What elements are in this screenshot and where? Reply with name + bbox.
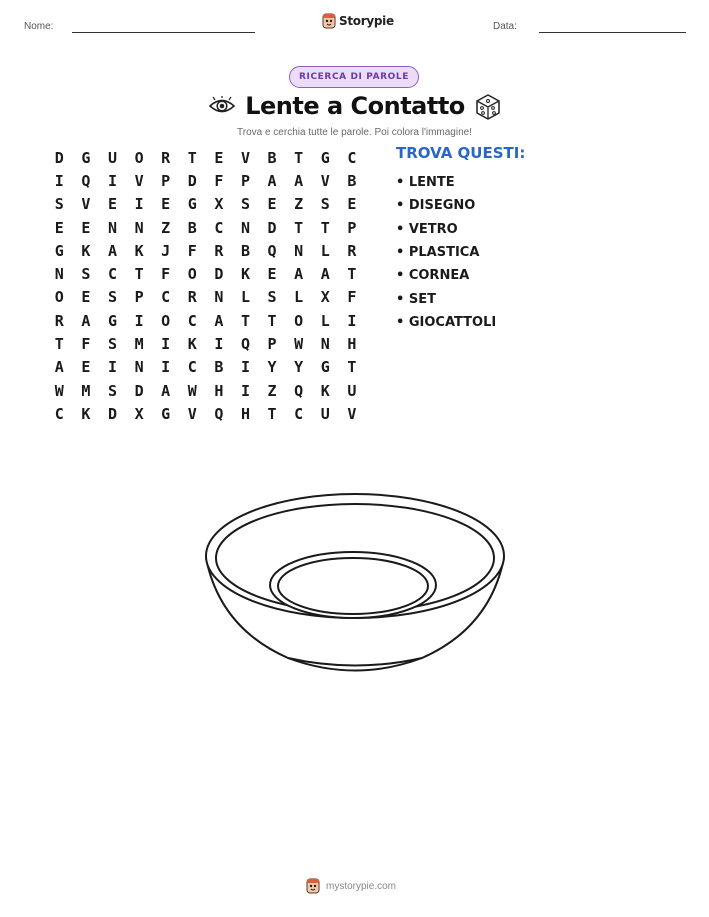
- bowl-coloring-image[interactable]: [200, 488, 510, 680]
- grid-letter[interactable]: N: [294, 241, 304, 260]
- grid-row: [46, 332, 366, 355]
- grid-letter[interactable]: T: [347, 265, 357, 284]
- grid-letter[interactable]: M: [134, 335, 144, 354]
- grid-letter[interactable]: X: [214, 195, 224, 214]
- grid-letter[interactable]: H: [214, 381, 224, 400]
- grid-letter[interactable]: I: [107, 171, 117, 190]
- grid-letter[interactable]: T: [54, 335, 64, 354]
- grid-letter[interactable]: N: [240, 218, 250, 237]
- grid-letter[interactable]: O: [294, 311, 304, 330]
- grid-letter[interactable]: N: [107, 218, 117, 237]
- grid-letter[interactable]: A: [54, 358, 64, 377]
- grid-letter[interactable]: T: [240, 311, 250, 330]
- grid-letter[interactable]: V: [347, 404, 357, 423]
- name-line: [72, 32, 255, 33]
- grid-letter[interactable]: E: [107, 195, 117, 214]
- grid-letter[interactable]: I: [161, 358, 171, 377]
- grid-letter[interactable]: A: [161, 381, 171, 400]
- page-title: Lente a Contatto: [245, 92, 465, 120]
- grid-row: [46, 402, 366, 425]
- grid-letter[interactable]: P: [240, 171, 250, 190]
- grid-letter[interactable]: S: [107, 288, 117, 307]
- grid-letter[interactable]: X: [134, 404, 144, 423]
- brand-name: Storypie: [339, 14, 394, 28]
- grid-letter[interactable]: N: [320, 335, 330, 354]
- grid-letter[interactable]: I: [54, 171, 64, 190]
- grid-letter[interactable]: N: [54, 265, 64, 284]
- activity-badge: RICERCA DI PAROLE: [289, 66, 419, 88]
- grid-letter[interactable]: T: [267, 404, 277, 423]
- grid-letter[interactable]: F: [81, 335, 91, 354]
- grid-letter[interactable]: I: [161, 335, 171, 354]
- grid-letter[interactable]: C: [294, 404, 304, 423]
- grid-row: [46, 193, 366, 216]
- grid-letter[interactable]: D: [267, 218, 277, 237]
- grid-letter[interactable]: I: [134, 311, 144, 330]
- date-label: Data:: [493, 21, 517, 32]
- grid-letter[interactable]: N: [134, 358, 144, 377]
- grid-letter[interactable]: Q: [214, 404, 224, 423]
- word-item: • CORNEA: [396, 264, 496, 287]
- grid-letter[interactable]: B: [240, 241, 250, 260]
- grid-letter[interactable]: P: [267, 335, 277, 354]
- grid-letter[interactable]: A: [81, 311, 91, 330]
- grid-row: [46, 146, 366, 169]
- grid-letter[interactable]: T: [134, 265, 144, 284]
- grid-letter[interactable]: H: [240, 404, 250, 423]
- grid-letter[interactable]: P: [347, 218, 357, 237]
- grid-letter[interactable]: M: [81, 381, 91, 400]
- grid-letter[interactable]: K: [187, 335, 197, 354]
- grid-letter[interactable]: T: [294, 218, 304, 237]
- word-list: [396, 171, 496, 334]
- grid-letter[interactable]: L: [320, 241, 330, 260]
- grid-letter[interactable]: I: [134, 195, 144, 214]
- grid-letter[interactable]: U: [107, 148, 117, 167]
- grid-letter[interactable]: C: [161, 288, 171, 307]
- grid-letter[interactable]: L: [294, 288, 304, 307]
- grid-letter[interactable]: O: [134, 148, 144, 167]
- grid-letter[interactable]: P: [134, 288, 144, 307]
- grid-letter[interactable]: V: [187, 404, 197, 423]
- grid-letter[interactable]: C: [54, 404, 64, 423]
- grid-letter[interactable]: K: [320, 381, 330, 400]
- grid-letter[interactable]: J: [161, 241, 171, 260]
- grid-letter[interactable]: G: [320, 358, 330, 377]
- grid-letter[interactable]: C: [187, 311, 197, 330]
- grid-row: [46, 309, 366, 332]
- word-item: • SET: [396, 287, 496, 310]
- grid-letter[interactable]: E: [81, 358, 91, 377]
- eye-icon: [208, 96, 236, 116]
- grid-letter[interactable]: V: [240, 148, 250, 167]
- grid-letter[interactable]: E: [161, 195, 171, 214]
- grid-letter[interactable]: L: [320, 311, 330, 330]
- grid-letter[interactable]: F: [347, 288, 357, 307]
- grid-letter[interactable]: F: [214, 171, 224, 190]
- grid-letter[interactable]: E: [347, 195, 357, 214]
- grid-letter[interactable]: T: [267, 311, 277, 330]
- grid-letter[interactable]: K: [81, 404, 91, 423]
- grid-row: [46, 286, 366, 309]
- date-line: [539, 32, 686, 33]
- grid-letter[interactable]: I: [240, 358, 250, 377]
- grid-letter[interactable]: S: [267, 288, 277, 307]
- grid-letter[interactable]: D: [107, 404, 117, 423]
- grid-letter[interactable]: E: [267, 265, 277, 284]
- grid-row: [46, 262, 366, 285]
- grid-letter[interactable]: A: [267, 171, 277, 190]
- brand-logo: [322, 13, 394, 29]
- grid-letter[interactable]: S: [81, 265, 91, 284]
- word-item: • GIOCATTOLI: [396, 311, 496, 334]
- grid-letter[interactable]: Q: [81, 171, 91, 190]
- grid-letter[interactable]: Q: [240, 335, 250, 354]
- grid-letter[interactable]: Y: [267, 358, 277, 377]
- grid-letter[interactable]: R: [214, 241, 224, 260]
- grid-letter[interactable]: X: [320, 288, 330, 307]
- word-item: • VETRO: [396, 218, 496, 241]
- grid-letter[interactable]: O: [187, 265, 197, 284]
- grid-letter[interactable]: S: [107, 381, 117, 400]
- name-label: Nome:: [24, 21, 54, 32]
- grid-letter[interactable]: P: [161, 171, 171, 190]
- grid-letter[interactable]: R: [347, 241, 357, 260]
- grid-letter[interactable]: E: [81, 288, 91, 307]
- grid-letter[interactable]: B: [187, 218, 197, 237]
- grid-letter[interactable]: C: [347, 148, 357, 167]
- storypie-mascot-icon: [306, 878, 320, 894]
- grid-row: [46, 169, 366, 192]
- grid-letter[interactable]: O: [54, 288, 64, 307]
- grid-letter[interactable]: E: [54, 218, 64, 237]
- dice-icon: [474, 93, 502, 121]
- grid-letter[interactable]: D: [187, 171, 197, 190]
- grid-letter[interactable]: A: [320, 265, 330, 284]
- grid-letter[interactable]: Z: [161, 218, 171, 237]
- word-item: • DISEGNO: [396, 194, 496, 217]
- grid-letter[interactable]: C: [187, 358, 197, 377]
- grid-letter[interactable]: U: [347, 381, 357, 400]
- grid-letter[interactable]: A: [294, 265, 304, 284]
- grid-row: [46, 216, 366, 239]
- grid-letter[interactable]: Y: [294, 358, 304, 377]
- grid-letter[interactable]: W: [54, 381, 64, 400]
- grid-letter[interactable]: C: [107, 265, 117, 284]
- grid-letter[interactable]: B: [214, 358, 224, 377]
- grid-letter[interactable]: G: [107, 311, 117, 330]
- grid-letter[interactable]: D: [214, 265, 224, 284]
- grid-letter[interactable]: S: [107, 335, 117, 354]
- grid-letter[interactable]: R: [161, 148, 171, 167]
- footer-url: mystorypie.com: [326, 880, 397, 892]
- word-search-grid[interactable]: [46, 146, 366, 426]
- grid-letter[interactable]: Z: [294, 195, 304, 214]
- grid-letter[interactable]: T: [187, 148, 197, 167]
- grid-letter[interactable]: U: [320, 404, 330, 423]
- grid-letter[interactable]: E: [214, 148, 224, 167]
- grid-letter[interactable]: I: [240, 381, 250, 400]
- grid-letter[interactable]: S: [54, 195, 64, 214]
- footer: [306, 878, 396, 894]
- grid-letter[interactable]: T: [347, 358, 357, 377]
- grid-letter[interactable]: R: [54, 311, 64, 330]
- grid-letter[interactable]: G: [187, 195, 197, 214]
- grid-letter[interactable]: T: [320, 218, 330, 237]
- grid-letter[interactable]: G: [320, 148, 330, 167]
- grid-letter[interactable]: O: [161, 311, 171, 330]
- grid-letter[interactable]: W: [187, 381, 197, 400]
- grid-letter[interactable]: C: [214, 218, 224, 237]
- grid-letter[interactable]: S: [320, 195, 330, 214]
- grid-letter[interactable]: I: [347, 311, 357, 330]
- grid-letter[interactable]: G: [161, 404, 171, 423]
- grid-letter[interactable]: T: [294, 148, 304, 167]
- grid-letter[interactable]: K: [134, 241, 144, 260]
- grid-letter[interactable]: D: [54, 148, 64, 167]
- grid-letter[interactable]: F: [161, 265, 171, 284]
- word-list-title: TROVA QUESTI:: [396, 144, 526, 162]
- grid-letter[interactable]: S: [240, 195, 250, 214]
- grid-letter[interactable]: N: [214, 288, 224, 307]
- grid-letter[interactable]: A: [214, 311, 224, 330]
- grid-row: [46, 379, 366, 402]
- grid-letter[interactable]: I: [214, 335, 224, 354]
- grid-letter[interactable]: G: [81, 148, 91, 167]
- storypie-mascot-icon: [322, 13, 336, 29]
- grid-letter[interactable]: V: [134, 171, 144, 190]
- grid-letter[interactable]: E: [81, 218, 91, 237]
- grid-letter[interactable]: Z: [267, 381, 277, 400]
- grid-row: [46, 239, 366, 262]
- word-item: • PLASTICA: [396, 241, 496, 264]
- grid-letter[interactable]: R: [187, 288, 197, 307]
- grid-letter[interactable]: Q: [267, 241, 277, 260]
- grid-letter[interactable]: D: [134, 381, 144, 400]
- grid-letter[interactable]: I: [107, 358, 117, 377]
- grid-letter[interactable]: Q: [294, 381, 304, 400]
- grid-letter[interactable]: A: [107, 241, 117, 260]
- grid-letter[interactable]: K: [240, 265, 250, 284]
- word-item: • LENTE: [396, 171, 496, 194]
- grid-letter[interactable]: G: [54, 241, 64, 260]
- grid-letter[interactable]: H: [347, 335, 357, 354]
- grid-letter[interactable]: N: [134, 218, 144, 237]
- grid-letter[interactable]: B: [267, 148, 277, 167]
- grid-letter[interactable]: F: [187, 241, 197, 260]
- grid-letter[interactable]: V: [81, 195, 91, 214]
- grid-letter[interactable]: W: [294, 335, 304, 354]
- grid-row: [46, 356, 366, 379]
- grid-letter[interactable]: L: [240, 288, 250, 307]
- grid-letter[interactable]: E: [267, 195, 277, 214]
- grid-letter[interactable]: V: [320, 171, 330, 190]
- grid-letter[interactable]: K: [81, 241, 91, 260]
- instructions: Trova e cerchia tutte le parole. Poi colora l'immagine!: [237, 127, 472, 138]
- grid-letter[interactable]: B: [347, 171, 357, 190]
- grid-letter[interactable]: A: [294, 171, 304, 190]
